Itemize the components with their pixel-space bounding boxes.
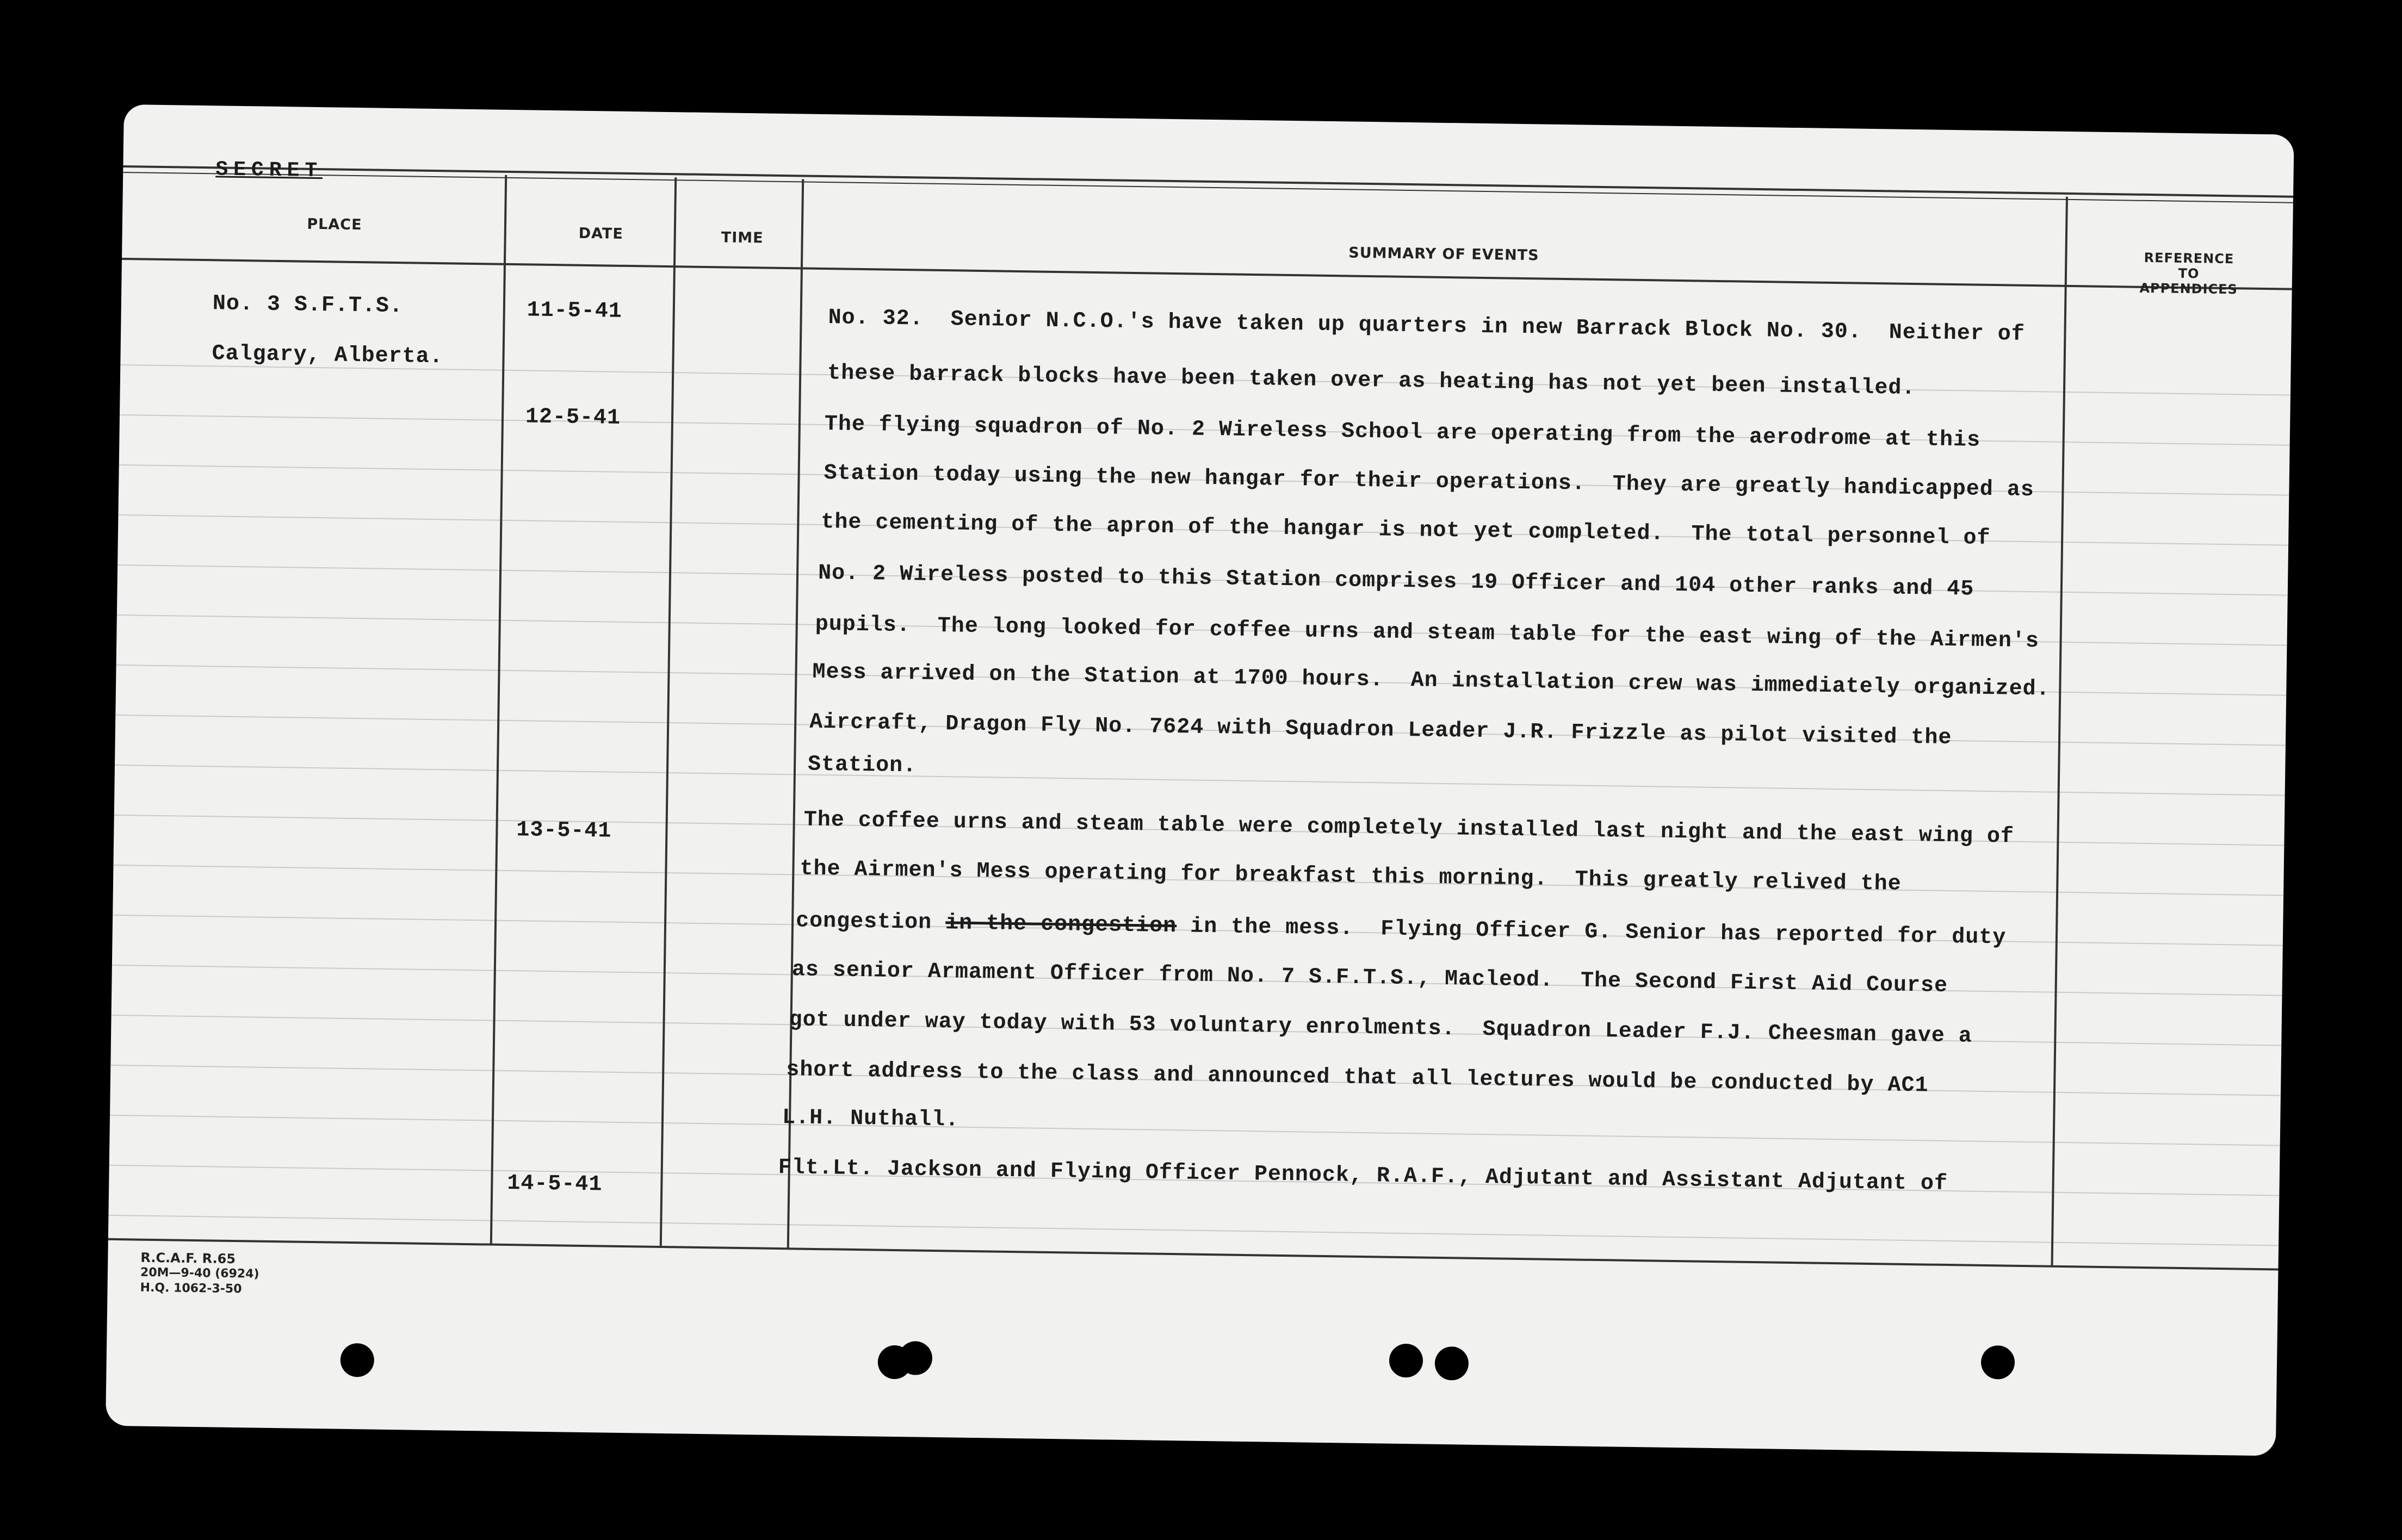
place-location: Calgary, Alberta.	[212, 341, 443, 370]
summary-line: short address to the class and announced that all lectures would be conducted by AC1	[786, 1058, 1929, 1098]
record-card	[106, 104, 2294, 1456]
summary-line: Station today using the new hangar for their operations. They are greatly handicapped as	[824, 461, 2035, 503]
header-top-rule	[123, 165, 2293, 198]
summary-line: Flt.Lt. Jackson and Flying Officer Pennock, R.A.F., Adjutant and Assistant Adjutant of	[778, 1155, 1948, 1197]
summary-line: Station.	[807, 752, 917, 779]
header-place: PLACE	[307, 215, 362, 234]
column-divider-date	[660, 177, 677, 1247]
date-entry: 13-5-41	[516, 818, 612, 844]
punch-hole	[340, 1343, 374, 1377]
form-number: R.C.A.F. R.65 20M—9-40 (6924) H.Q. 1062-3-50	[140, 1250, 259, 1296]
summary-line: L.H. Nuthall.	[782, 1106, 959, 1133]
summary-line: pupils. The long looked for coffee urns and steam table for the east wing of the Airmen's	[815, 612, 2040, 654]
summary-line: The flying squadron of No. 2 Wireless School are operating from the aerodrome at this	[824, 412, 1981, 453]
summary-line: Mess arrived on the Station at 1700 hours. An installation crew was immediately organized.	[812, 660, 2050, 702]
summary-line: No. 32. Senior N.C.O.'s have taken up quarters in new Barrack Block No. 30. Neither of	[828, 306, 2026, 347]
punch-hole	[1981, 1345, 2015, 1380]
date-entry: 11-5-41	[527, 298, 623, 324]
place-unit: No. 3 S.F.T.S.	[212, 291, 404, 319]
date-entry: 14-5-41	[507, 1171, 603, 1197]
header-time: TIME	[721, 229, 764, 247]
summary-line: the cementing of the apron of the hangar is not yet completed. The total personnel of	[821, 510, 1991, 551]
column-divider-place	[490, 175, 507, 1245]
punch-hole	[899, 1341, 933, 1375]
header-reference: REFERENCE TO APPENDICES	[2139, 250, 2238, 297]
summary-line: as senior Armament Officer from No. 7 S.F.T.S., Macleod. The Second First Aid Course	[791, 958, 1948, 998]
summary-line: Aircraft, Dragon Fly No. 7624 with Squadron Leader J.R. Frizzle as pilot visited the	[809, 710, 1952, 751]
summary-line: congestion in the congestion in the mess. Flying Officer G. Senior has reported for duty	[795, 909, 2007, 951]
summary-line: The coffee urns and steam table were completely installed last night and the east wing of	[803, 808, 2015, 849]
footer-rule	[108, 1238, 2279, 1271]
struck-text: in the congestion	[945, 911, 1177, 939]
punch-hole	[1434, 1346, 1469, 1381]
summary-line: these barrack blocks have been taken over as heating has not yet been installed.	[827, 361, 1916, 401]
header-date: DATE	[578, 225, 624, 243]
header-bottom-rule	[122, 258, 2292, 290]
column-divider-time	[787, 179, 804, 1249]
column-divider-summary	[2051, 197, 2068, 1266]
secret-stamp: SECRET	[215, 158, 323, 183]
summary-line: No. 2 Wireless posted to this Station comprises 19 Officer and 104 other ranks and 45	[818, 561, 1974, 602]
punch-hole	[1389, 1344, 1423, 1378]
date-entry: 12-5-41	[525, 405, 621, 431]
summary-line: the Airmen's Mess operating for breakfast this morning. This greatly relived the	[800, 856, 1902, 897]
header-summary: SUMMARY OF EVENTS	[1348, 244, 1539, 264]
summary-line: got under way today with 53 voluntary enrolments. Squadron Leader F.J. Cheesman gave a	[789, 1008, 1973, 1049]
